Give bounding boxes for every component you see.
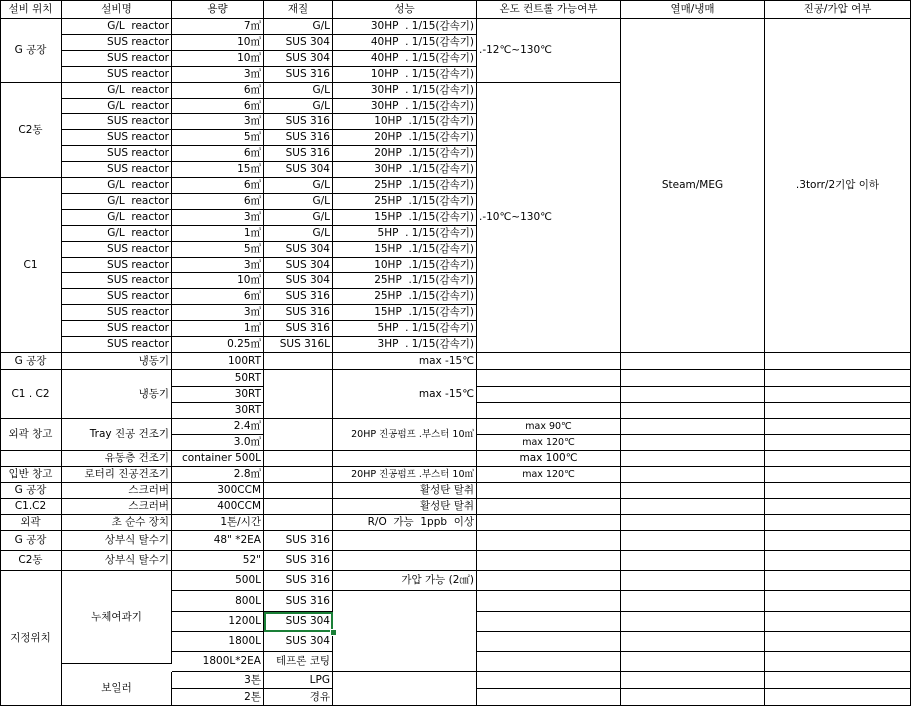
equipment-name-cell[interactable]: 냉동기 xyxy=(62,370,172,419)
temp-cell[interactable] xyxy=(477,551,621,571)
capacity-cell[interactable]: 10㎥ xyxy=(172,273,264,289)
performance-cell[interactable] xyxy=(333,551,477,571)
material-cell[interactable]: SUS 316 xyxy=(264,130,333,146)
vacuum-cell[interactable] xyxy=(765,612,911,632)
performance-cell[interactable] xyxy=(333,591,477,672)
temp-cell[interactable] xyxy=(477,571,621,591)
vacuum-cell[interactable] xyxy=(765,632,911,652)
capacity-cell[interactable]: 1㎥ xyxy=(172,321,264,337)
material-cell[interactable]: G/L xyxy=(264,19,333,35)
vacuum-cell[interactable] xyxy=(765,403,911,419)
temp-cell[interactable] xyxy=(477,591,621,612)
vacuum-cell[interactable] xyxy=(765,652,911,672)
capacity-cell[interactable]: 3㎥ xyxy=(172,210,264,226)
capacity-cell[interactable]: 6㎥ xyxy=(172,146,264,162)
temp-cell[interactable] xyxy=(477,672,621,689)
performance-cell[interactable]: 30HP . 1/15(감속기) xyxy=(333,83,477,99)
temp-cell[interactable] xyxy=(477,531,621,551)
material-cell[interactable]: G/L xyxy=(264,178,333,194)
performance-cell[interactable]: 30HP . 1/15(감속기) xyxy=(333,99,477,114)
material-cell[interactable]: SUS 316 xyxy=(264,146,333,162)
performance-cell[interactable]: 30HP .1/15(감속기) xyxy=(333,162,477,178)
heat-media-cell[interactable] xyxy=(621,612,765,632)
material-cell[interactable]: G/L xyxy=(264,194,333,210)
material-cell[interactable]: 경유 xyxy=(264,689,333,706)
performance-cell[interactable]: 25HP .1/15(감속기) xyxy=(333,178,477,194)
capacity-cell[interactable]: 3㎥ xyxy=(172,114,264,130)
performance-cell[interactable]: 3HP . 1/15(감속기) xyxy=(333,337,477,353)
capacity-cell[interactable]: 400CCM xyxy=(172,499,264,515)
temp-cell[interactable] xyxy=(477,515,621,531)
heat-media-cell[interactable] xyxy=(621,531,765,551)
vacuum-cell[interactable] xyxy=(765,515,911,531)
heat-media-cell[interactable] xyxy=(621,370,765,387)
performance-cell[interactable]: 15HP .1/15(감속기) xyxy=(333,210,477,226)
material-cell[interactable]: 테프론 코팅 xyxy=(264,652,333,672)
capacity-cell[interactable]: 48" *2EA xyxy=(172,531,264,551)
material-cell[interactable]: SUS 304 xyxy=(264,258,333,273)
vacuum-cell[interactable] xyxy=(765,451,911,467)
heat-media-cell[interactable] xyxy=(621,571,765,591)
heat-media-cell[interactable]: Steam/MEG xyxy=(621,19,765,353)
equipment-name-cell[interactable]: G/L reactor xyxy=(62,99,172,114)
performance-cell[interactable]: 40HP . 1/15(감속기) xyxy=(333,35,477,51)
capacity-cell[interactable]: 3㎥ xyxy=(172,258,264,273)
material-cell[interactable]: SUS 316L xyxy=(264,337,333,353)
equipment-name-cell[interactable]: SUS reactor xyxy=(62,114,172,130)
capacity-cell[interactable]: 7㎥ xyxy=(172,19,264,35)
equipment-name-cell[interactable]: SUS reactor xyxy=(62,35,172,51)
fill-handle[interactable] xyxy=(330,629,337,636)
performance-cell[interactable]: 25HP .1/15(감속기) xyxy=(333,273,477,289)
temp-cell[interactable]: max 120℃ xyxy=(477,467,621,483)
capacity-cell[interactable]: 15㎥ xyxy=(172,162,264,178)
performance-cell[interactable]: 10HP . 1/15(감속기) xyxy=(333,67,477,83)
column-header[interactable]: 설비 위치 xyxy=(0,0,62,19)
heat-media-cell[interactable] xyxy=(621,515,765,531)
vacuum-cell[interactable] xyxy=(765,387,911,403)
vacuum-cell[interactable] xyxy=(765,483,911,499)
capacity-cell[interactable]: 2.4㎥ xyxy=(172,419,264,435)
performance-cell[interactable]: 15HP .1/15(감속기) xyxy=(333,305,477,321)
equipment-name-cell[interactable]: G/L reactor xyxy=(62,178,172,194)
temp-cell[interactable]: max 120℃ xyxy=(477,435,621,451)
capacity-cell[interactable]: 3톤 xyxy=(172,672,264,689)
heat-media-cell[interactable] xyxy=(621,435,765,451)
vacuum-cell[interactable] xyxy=(765,689,911,706)
material-cell[interactable]: SUS 304 xyxy=(264,612,333,632)
performance-cell[interactable]: 25HP .1/15(감속기) xyxy=(333,289,477,305)
material-cell[interactable]: SUS 304 xyxy=(264,273,333,289)
capacity-cell[interactable]: 50RT xyxy=(172,370,264,387)
location-cell[interactable]: G 공장 xyxy=(0,353,62,370)
vacuum-cell[interactable] xyxy=(765,419,911,435)
location-cell[interactable]: G 공장 xyxy=(0,19,62,83)
material-cell[interactable] xyxy=(264,467,333,483)
performance-cell[interactable]: 10HP .1/15(감속기) xyxy=(333,258,477,273)
temp-cell[interactable] xyxy=(477,632,621,652)
material-cell[interactable]: SUS 316 xyxy=(264,67,333,83)
capacity-cell[interactable]: 0.25㎥ xyxy=(172,337,264,353)
capacity-cell[interactable]: 1800L*2EA xyxy=(172,652,264,672)
temp-cell[interactable]: max 100℃ xyxy=(477,451,621,467)
capacity-cell[interactable]: 2.8㎥ xyxy=(172,467,264,483)
material-cell[interactable]: SUS 316 xyxy=(264,571,333,591)
temp-range-cell[interactable]: .-10℃~130℃ xyxy=(477,83,621,353)
location-cell[interactable]: C1.C2 xyxy=(0,499,62,515)
temp-cell[interactable] xyxy=(477,652,621,672)
equipment-name-cell[interactable]: Tray 진공 건조기 xyxy=(62,419,172,451)
equipment-name-cell[interactable]: 보일러 xyxy=(62,672,172,706)
equipment-name-cell[interactable]: 유동층 건조기 xyxy=(62,451,172,467)
material-cell[interactable]: SUS 304 xyxy=(264,162,333,178)
equipment-name-cell[interactable]: SUS reactor xyxy=(62,51,172,67)
capacity-cell[interactable]: 5㎥ xyxy=(172,130,264,146)
capacity-cell[interactable]: 6㎥ xyxy=(172,83,264,99)
column-header[interactable]: 용량 xyxy=(172,0,264,19)
heat-media-cell[interactable] xyxy=(621,467,765,483)
capacity-cell[interactable]: 6㎥ xyxy=(172,289,264,305)
column-header[interactable]: 온도 컨트롤 가능여부 xyxy=(477,0,621,19)
performance-cell[interactable]: 20HP .1/15(감속기) xyxy=(333,130,477,146)
capacity-cell[interactable]: 3.0㎥ xyxy=(172,435,264,451)
capacity-cell[interactable]: 3㎥ xyxy=(172,67,264,83)
equipment-name-cell[interactable]: SUS reactor xyxy=(62,146,172,162)
material-cell[interactable]: SUS 304 xyxy=(264,51,333,67)
vacuum-cell[interactable] xyxy=(765,499,911,515)
material-cell[interactable]: SUS 316 xyxy=(264,114,333,130)
heat-media-cell[interactable] xyxy=(621,387,765,403)
temp-cell[interactable] xyxy=(477,370,621,387)
material-cell[interactable] xyxy=(264,515,333,531)
performance-cell[interactable]: 5HP . 1/15(감속기) xyxy=(333,226,477,242)
heat-media-cell[interactable] xyxy=(621,632,765,652)
performance-cell[interactable]: 20HP 진공펌프 .부스터 10㎥ xyxy=(333,467,477,483)
heat-media-cell[interactable] xyxy=(621,551,765,571)
equipment-name-cell[interactable]: 누체여과기 xyxy=(62,571,172,664)
material-cell[interactable]: SUS 316 xyxy=(264,551,333,571)
equipment-name-cell[interactable]: G/L reactor xyxy=(62,194,172,210)
location-cell[interactable]: 외곽 창고 xyxy=(0,419,62,451)
capacity-cell[interactable]: 10㎥ xyxy=(172,35,264,51)
temp-cell[interactable] xyxy=(477,612,621,632)
location-cell[interactable]: C1 xyxy=(0,178,62,353)
equipment-name-cell[interactable]: G/L reactor xyxy=(62,19,172,35)
capacity-cell[interactable]: 100RT xyxy=(172,353,264,370)
heat-media-cell[interactable] xyxy=(621,353,765,370)
equipment-name-cell[interactable]: SUS reactor xyxy=(62,242,172,258)
vacuum-cell[interactable] xyxy=(765,435,911,451)
material-cell[interactable]: SUS 304 xyxy=(264,242,333,258)
material-cell[interactable]: G/L xyxy=(264,83,333,99)
equipment-name-cell[interactable]: SUS reactor xyxy=(62,289,172,305)
equipment-name-cell[interactable]: SUS reactor xyxy=(62,67,172,83)
capacity-cell[interactable]: 6㎥ xyxy=(172,99,264,114)
material-cell[interactable] xyxy=(264,419,333,451)
capacity-cell[interactable]: 3㎥ xyxy=(172,305,264,321)
heat-media-cell[interactable] xyxy=(621,591,765,612)
location-cell[interactable]: 외곽 xyxy=(0,515,62,531)
equipment-name-cell[interactable]: G/L reactor xyxy=(62,83,172,99)
material-cell[interactable]: SUS 304 xyxy=(264,632,333,652)
performance-cell[interactable]: max -15℃ xyxy=(333,370,477,419)
location-cell[interactable]: G 공장 xyxy=(0,483,62,499)
heat-media-cell[interactable] xyxy=(621,483,765,499)
vacuum-cell[interactable] xyxy=(765,353,911,370)
material-cell[interactable] xyxy=(264,370,333,419)
capacity-cell[interactable]: 30RT xyxy=(172,403,264,419)
performance-cell[interactable]: 5HP . 1/15(감속기) xyxy=(333,321,477,337)
location-cell[interactable]: C1 . C2 xyxy=(0,370,62,419)
performance-cell[interactable]: 20HP 진공펌프 .부스터 10㎥ xyxy=(333,419,477,451)
capacity-cell[interactable]: 300CCM xyxy=(172,483,264,499)
material-cell[interactable]: G/L xyxy=(264,226,333,242)
capacity-cell[interactable]: 10㎥ xyxy=(172,51,264,67)
heat-media-cell[interactable] xyxy=(621,451,765,467)
capacity-cell[interactable]: 800L xyxy=(172,591,264,612)
temp-cell[interactable] xyxy=(477,353,621,370)
capacity-cell[interactable]: 1800L xyxy=(172,632,264,652)
material-cell[interactable]: SUS 316 xyxy=(264,591,333,612)
performance-cell[interactable] xyxy=(333,451,477,467)
performance-cell[interactable] xyxy=(333,531,477,551)
performance-cell[interactable]: 15HP .1/15(감속기) xyxy=(333,242,477,258)
material-cell[interactable]: G/L xyxy=(264,99,333,114)
temp-cell[interactable] xyxy=(477,499,621,515)
heat-media-cell[interactable] xyxy=(621,672,765,689)
performance-cell[interactable]: 30HP . 1/15(감속기) xyxy=(333,19,477,35)
location-cell[interactable]: 입반 창고 xyxy=(0,467,62,483)
material-cell[interactable]: SUS 316 xyxy=(264,321,333,337)
location-cell[interactable]: C2동 xyxy=(0,83,62,178)
equipment-name-cell[interactable]: 스크러버 xyxy=(62,483,172,499)
vacuum-cell[interactable] xyxy=(765,591,911,612)
vacuum-cell[interactable] xyxy=(765,370,911,387)
column-header[interactable]: 성능 xyxy=(333,0,477,19)
equipment-name-cell[interactable]: 스크러버 xyxy=(62,499,172,515)
performance-cell[interactable] xyxy=(333,672,477,706)
equipment-name-cell[interactable]: 로터리 진공건조기 xyxy=(62,467,172,483)
capacity-cell[interactable]: 500L xyxy=(172,571,264,591)
material-cell[interactable]: SUS 316 xyxy=(264,305,333,321)
vacuum-cell[interactable] xyxy=(765,467,911,483)
capacity-cell[interactable]: 30RT xyxy=(172,387,264,403)
capacity-cell[interactable]: container 500L xyxy=(172,451,264,467)
temp-cell[interactable]: max 90℃ xyxy=(477,419,621,435)
equipment-name-cell[interactable]: SUS reactor xyxy=(62,273,172,289)
heat-media-cell[interactable] xyxy=(621,499,765,515)
vacuum-cell[interactable] xyxy=(765,571,911,591)
temp-cell[interactable] xyxy=(477,403,621,419)
equipment-name-cell[interactable]: SUS reactor xyxy=(62,305,172,321)
column-header[interactable]: 설비명 xyxy=(62,0,172,19)
performance-cell[interactable]: 25HP .1/15(감속기) xyxy=(333,194,477,210)
material-cell[interactable] xyxy=(264,451,333,467)
capacity-cell[interactable]: 1㎥ xyxy=(172,226,264,242)
heat-media-cell[interactable] xyxy=(621,652,765,672)
capacity-cell[interactable]: 2톤 xyxy=(172,689,264,706)
capacity-cell[interactable]: 1톤/시간 xyxy=(172,515,264,531)
capacity-cell[interactable]: 1200L xyxy=(172,612,264,632)
heat-media-cell[interactable] xyxy=(621,419,765,435)
location-cell[interactable]: G 공장 xyxy=(0,531,62,551)
performance-cell[interactable]: max -15℃ xyxy=(333,353,477,370)
capacity-cell[interactable]: 6㎥ xyxy=(172,178,264,194)
material-cell[interactable]: G/L xyxy=(264,210,333,226)
equipment-name-cell[interactable]: SUS reactor xyxy=(62,162,172,178)
performance-cell[interactable]: 20HP .1/15(감속기) xyxy=(333,146,477,162)
vacuum-cell[interactable]: .3torr/2기압 이하 xyxy=(765,19,911,353)
material-cell[interactable]: SUS 304 xyxy=(264,35,333,51)
equipment-name-cell[interactable]: SUS reactor xyxy=(62,321,172,337)
capacity-cell[interactable]: 6㎥ xyxy=(172,194,264,210)
material-cell[interactable] xyxy=(264,353,333,370)
capacity-cell[interactable]: 5㎥ xyxy=(172,242,264,258)
location-cell[interactable]: C2동 xyxy=(0,551,62,571)
equipment-name-cell[interactable]: SUS reactor xyxy=(62,337,172,353)
equipment-name-cell[interactable]: G/L reactor xyxy=(62,210,172,226)
temp-cell[interactable] xyxy=(477,387,621,403)
heat-media-cell[interactable] xyxy=(621,689,765,706)
equipment-name-cell[interactable]: 상부식 탈수기 xyxy=(62,531,172,551)
temp-range-cell[interactable]: .-12℃~130℃ xyxy=(477,19,621,83)
equipment-name-cell[interactable]: 초 순수 장치 xyxy=(62,515,172,531)
material-cell[interactable] xyxy=(264,499,333,515)
vacuum-cell[interactable] xyxy=(765,551,911,571)
capacity-cell[interactable]: 52" xyxy=(172,551,264,571)
heat-media-cell[interactable] xyxy=(621,403,765,419)
equipment-name-cell[interactable]: SUS reactor xyxy=(62,130,172,146)
column-header[interactable]: 진공/가압 여부 xyxy=(765,0,911,19)
performance-cell[interactable]: R/O 가능 1ppb 이상 xyxy=(333,515,477,531)
performance-cell[interactable]: 활성탄 탈취 xyxy=(333,483,477,499)
vacuum-cell[interactable] xyxy=(765,672,911,689)
performance-cell[interactable]: 활성탄 탈취 xyxy=(333,499,477,515)
equipment-name-cell[interactable]: 냉동기 xyxy=(62,353,172,370)
location-cell[interactable]: 지정위치 xyxy=(0,571,62,706)
material-cell[interactable] xyxy=(264,483,333,499)
equipment-name-cell[interactable]: G/L reactor xyxy=(62,226,172,242)
performance-cell[interactable]: 가압 가능 (2㎠) xyxy=(333,571,477,591)
vacuum-cell[interactable] xyxy=(765,531,911,551)
material-cell[interactable]: SUS 316 xyxy=(264,531,333,551)
performance-cell[interactable]: 40HP . 1/15(감속기) xyxy=(333,51,477,67)
equipment-name-cell[interactable]: SUS reactor xyxy=(62,258,172,273)
location-cell[interactable] xyxy=(0,451,62,467)
performance-cell[interactable]: 10HP .1/15(감속기) xyxy=(333,114,477,130)
temp-cell[interactable] xyxy=(477,689,621,706)
temp-cell[interactable] xyxy=(477,483,621,499)
material-cell[interactable]: LPG xyxy=(264,672,333,689)
equipment-name-cell[interactable]: 상부식 탈수기 xyxy=(62,551,172,571)
column-header[interactable]: 재질 xyxy=(264,0,333,19)
column-header[interactable]: 열매/냉매 xyxy=(621,0,765,19)
material-cell[interactable]: SUS 316 xyxy=(264,289,333,305)
